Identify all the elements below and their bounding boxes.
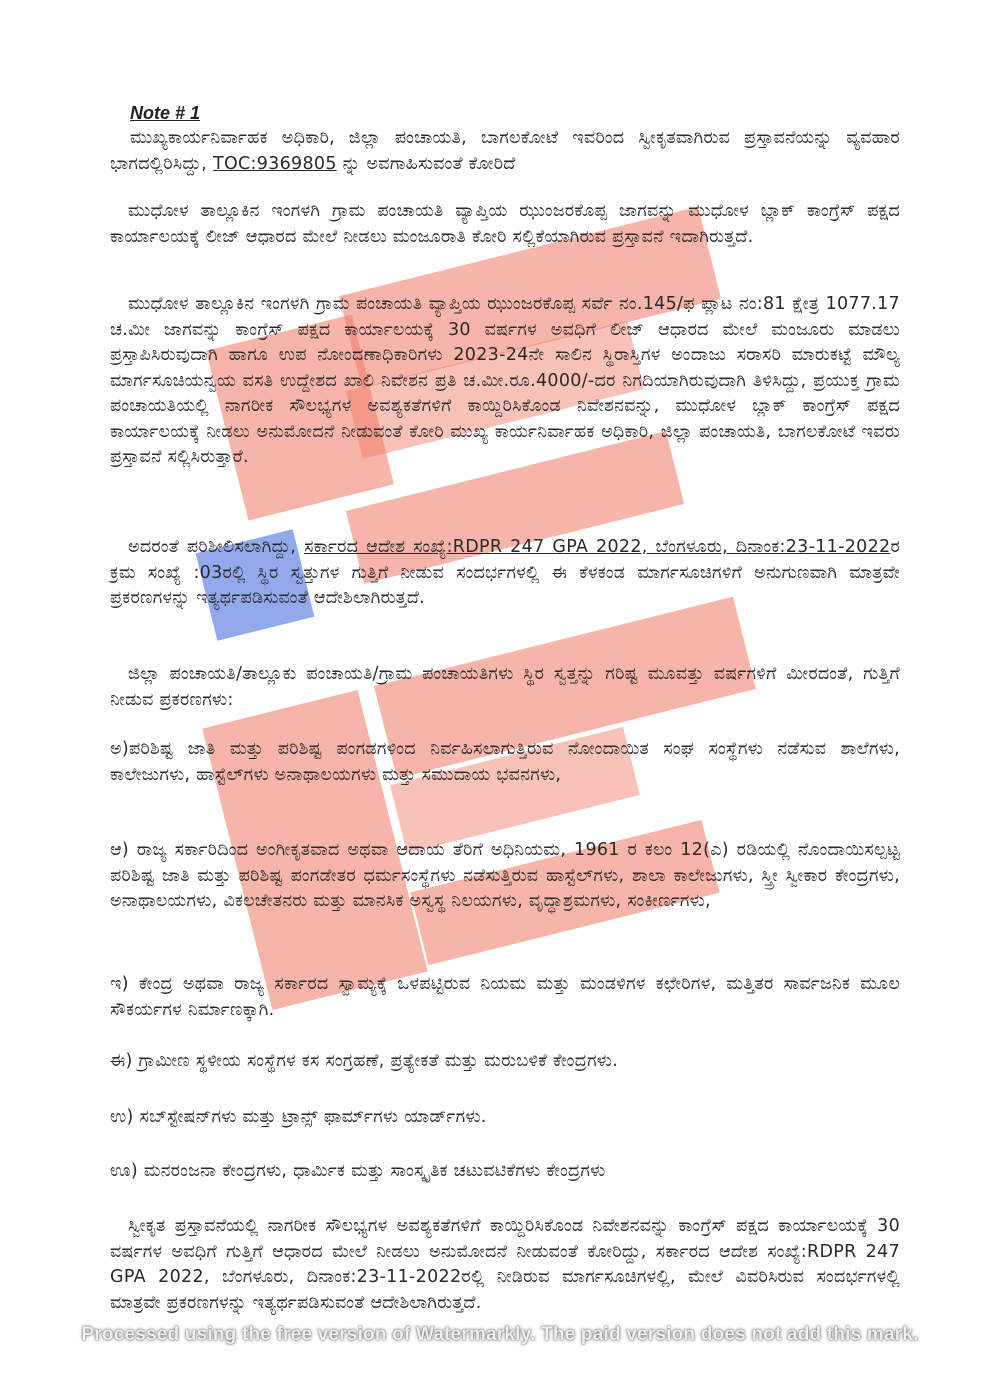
order-rest: ರ ಕ್ರಮ ಸಂಖ್ಯೆ :03ರಲ್ಲಿ ಸ್ಥಿರ ಸ್ವತ್ತುಗಳ ಗುತ್ತಿಗೆ ನೀಡುವ ಸಂದರ್ಭಗಳಲ್ಲಿ ಈ ಕೆಳಕಂಡ ಮಾರ್ಗಸೂಚಿಗಳಿಗೆ ಅನುಗುಣವಾಗಿ ಮಾತ್ರವೇ ಪ್ರಕರಣಗಳನ್ನು ಇತ್ಯರ್ಥಪಡಿಸುವಂತೆ ಆದೇಶಿಲಾಗಿರುತ್ತದೆ.	[110, 537, 900, 608]
paragraph-summary	[110, 199, 900, 250]
list-item-aa	[110, 838, 900, 915]
list-item-uu	[110, 1159, 900, 1185]
list-item-ii-text: ಈ) ಗ್ರಾಮೀಣ ಸ್ಥಳೀಯ ಸಂಸ್ಥೆಗಳ ಕಸ ಸಂಗ್ರಹಣೆ, ಪ್ರತ್ಯೇಕತೆ ಮತ್ತು ಮರುಬಳಿಕೆ ಕೇಂದ್ರಗಳು.	[110, 1051, 619, 1071]
list-item-ii	[110, 1049, 900, 1075]
lease-cases-text: ಜಿಲ್ಲಾ ಪಂಚಾಯತಿ/ತಾಲ್ಲೂಕು ಪಂಚಾಯತಿ/ಗ್ರಾಮ ಪಂಚಾಯತಿಗಳು ಸ್ಥಿರ ಸ್ವತ್ತನ್ನು ಗರಿಷ್ಟ ಮೂವತ್ತು ವರ್ಷಗಳಿಗೆ ಮೀರದಂತೆ, ಗುತ್ತಿಗೆ ನೀಡುವ ಪ್ರಕರಣಗಳು:	[110, 664, 900, 710]
toc-number: TOC:9369805	[212, 153, 337, 174]
list-item-i	[110, 972, 900, 1023]
order-intro: ಅದರಂತೆ ಪರಿಶೀಲಿಸಲಾಗಿದ್ದು,	[128, 537, 305, 557]
list-item-a	[110, 737, 900, 788]
paragraph-intro	[110, 126, 900, 177]
conclusion-text: ಸ್ವೀಕೃತ ಪ್ರಸ್ತಾವನೆಯಲ್ಲಿ ನಾಗರೀಕ ಸೌಲಭ್ಯಗಳ ಅವಶ್ಯಕತೆಗಳಿಗೆ ಕಾಯ್ದಿರಿಸಿಕೊಂಡ ನಿವೇಶನವನ್ನು ಕಾಂಗ್ರೆಸ್ ಪಕ್ಷದ ಕಾರ್ಯಾಲಯಕ್ಕೆ 30 ವರ್ಷಗಳ ಅವಧಿಗೆ ಗುತ್ತಿಗೆ ಆಧಾರದ ಮೇಲೆ ನೀಡಲು ಅನುಮೋದನೆ ನೀಡುವಂತೆ ಕೋರಿದ್ದು, ಸರ್ಕಾರದ ಆದೇಶ ಸಂಖ್ಯೆ:RDPR 247 GPA 2022, ಬೆಂಗಳೂರು, ದಿನಾಂಕ:23-11-2022ರಲ್ಲಿ ನೀಡಿರುವ ಮಾರ್ಗಸೂಚಿಗಳಲ್ಲಿ, ಮೇಲೆ ವಿವರಿಸಿರುವ ಸಂದರ್ಭಗಳಲ್ಲಿ ಮಾತ್ರವೇ ಪ್ರಕರಣಗಳನ್ನು ಇತ್ಯರ್ಥಪಡಿಸುವಂತೆ ಆದೇಶಿಲಾಗಿರುತ್ತದೆ.	[110, 1216, 900, 1313]
summary-text: ಮುಧೋಳ ತಾಲ್ಲೂಕಿನ ಇಂಗಳಗಿ ಗ್ರಾಮ ಪಂಚಾಯತಿ ವ್ಯಾಪ್ತಿಯ ಝುಂಜರಕೊಪ್ಪ ಜಾಗವನ್ನು ಮುಧೋಳ ಬ್ಲಾಕ್ ಕಾಂಗ್ರೆಸ್ ಪಕ್ಷದ ಕಾರ್ಯಾಲಯಕ್ಕೆ ಲೀಜ್ ಆಧಾರದ ಮೇಲೆ ನೀಡಲು ಮಂಜೂರಾತಿ ಕೋರಿ ಸಲ್ಲಿಕೆಯಾಗಿರುವ ಪ್ರಸ್ತಾವನೆ ಇದಾಗಿರುತ್ತದೆ.	[110, 201, 900, 247]
list-item-u	[110, 1105, 900, 1131]
watermark-footer-text: Processed using the free version of Watermarkly. The paid version does not add this mark.	[81, 1324, 919, 1345]
list-item-aa-text: ಆ) ರಾಜ್ಯ ಸರ್ಕಾರಿದಿಂದ ಅಂಗೀಕೃತವಾದ ಅಥವಾ ಆದಾಯ ತೆರಿಗೆ ಅಧಿನಿಯಮ, 1961 ರ ಕಲಂ 12(ಎ) ರಡಿಯಲ್ಲಿ ನೊಂದಾಯಿಸಲ್ಪಟ್ಟ ಪರಿಶಿಷ್ಟ ಜಾತಿ ಮತ್ತು ಪರಿಶಿಷ್ಟ ಪಂಗಡೇತರ ಧರ್ಮಸಂಸ್ಥೆಗಳು ನಡೆಸುತ್ತಿರುವ ಹಾಸ್ಟೆಲ್‌ಗಳು, ಶಾಲಾ ಕಾಲೇಜುಗಳು, ಸ್ತ್ರೀ ಸ್ವೀಕಾರ ಕೇಂದ್ರಗಳು, ಅನಾಥಾಲಯಗಳು, ವಿಕಲಚೇತನರು ಮತ್ತು ಮಾನಸಿಕ ಅಸ್ವಸ್ಥ ನಿಲಯಗಳು, ವೃದ್ಧಾಶ್ರಮಗಳು, ಸಂಕೀರ್ಣಗಳು,	[110, 840, 900, 911]
intro-line-1: ಮುಖ್ಯಕಾರ್ಯನಿರ್ವಾಹಕ ಅಧಿಕಾರಿ, ಜಿಲ್ಲಾ ಪಂಚಾಯತಿ, ಬಾಗಲಕೋಟೆ ಇವರಿಂದ ಸ್ವೀಕೃತವಾಗಿರುವ	[130, 128, 731, 148]
note-title: Note # 1	[130, 103, 201, 123]
paragraph-details	[110, 292, 900, 471]
list-item-i-text: ಇ) ಕೇಂದ್ರ ಅಥವಾ ರಾಜ್ಯ ಸರ್ಕಾರದ ಸ್ವಾಮ್ಯಕ್ಕೆ ಒಳಪಟ್ಟಿರುವ ನಿಯಮ ಮತ್ತು ಮಂಡಳಿಗಳ ಕಛೇರಿಗಳ, ಮತ್ತಿತರ ಸಾರ್ವಜನಿಕ ಮೂಲ ಸೌಕರ್ಯಗಳ ನಿರ್ಮಾಣಕ್ಕಾಗಿ.	[110, 974, 900, 1020]
intro-line-2a: ಪ್ರಸ್ತಾವನೆಯನ್ನು ವ್ಯವಹಾರ ಭಾಗದಲ್ಲಿರಿಸಿದ್ದು,	[110, 128, 900, 174]
paragraph-lease-cases	[110, 662, 900, 713]
government-order: ಸರ್ಕಾರದ ಆದೇಶ ಸಂಖ್ಯೆ:RDPR 247 GPA 2022, ಬೆಂಗಳೂರು, ದಿನಾಂಕ:23-11-2022	[304, 537, 891, 557]
list-item-u-text: ಉ) ಸಬ್‌ಸ್ಟೇಷನ್‌ಗಳು ಮತ್ತು ಟ್ರಾನ್ಸ್ ಫಾರ್ಮ್‌ಗಳು ಯಾರ್ಡ್‌ಗಳು.	[110, 1107, 487, 1127]
intro-line-2b: ನ್ನು ಅವಗಾಹಿಸುವಂತೆ ಕೋರಿದೆ	[336, 153, 516, 174]
paragraph-conclusion	[110, 1214, 900, 1316]
list-item-uu-text: ಊ) ಮನರಂಜನಾ ಕೇಂದ್ರಗಳು, ಧಾರ್ಮಿಕ ಮತ್ತು ಸಾಂಸ್ಕೃತಿಕ ಚಟುವಟಿಕೆಗಳು ಕೇಂದ್ರಗಳು	[110, 1161, 606, 1181]
paragraph-order-reference	[110, 535, 900, 612]
details-text: ಮುಧೋಳ ತಾಲ್ಲೂಕಿನ ಇಂಗಳಗಿ ಗ್ರಾಮ ಪಂಚಾಯತಿ ವ್ಯಾಪ್ತಿಯ ಝುಂಜರಕೊಪ್ಪ ಸರ್ವೆ ನಂ.145/ಫ ಪ್ಲಾಟ ನಂ:81 ಕ್ಷೇತ್ರ 1077.17 ಚ.ಮೀ ಜಾಗವನ್ನು ಕಾಂಗ್ರೆಸ್ ಪಕ್ಷದ ಕಾರ್ಯಾಲಯಕ್ಕೆ 30 ವರ್ಷಗಳ ಅವಧಿಗೆ ಲೀಜ್ ಆಧಾರದ ಮೇಲೆ ಮಂಜೂರು ಮಾಡಲು ಪ್ರಸ್ತಾಪಿಸಿರುವುದಾಗಿ ಹಾಗೂ ಉಪ ನೋಂದಣಾಧಿಕಾರಿಗಳು 2023-24ನೇ ಸಾಲಿನ ಸ್ಥಿರಾಸ್ತಿಗಳ ಅಂದಾಜು ಸರಾಸರಿ ಮಾರುಕಟ್ಟೆ ಮೌಲ್ಯ ಮಾರ್ಗಸೂಚಿಯನ್ವಯ ವಸತಿ ಉದ್ದೇಶದ ಖಾಲಿ ನಿವೇಶನ ಪ್ರತಿ ಚ.ಮೀ.ರೂ.4000/-ದರ ನಿಗದಿಯಾಗಿರುವುದಾಗಿ ತಿಳಿಸಿದ್ದು, ಪ್ರಯುಕ್ತ ಗ್ರಾಮ ಪಂಚಾಯತಿಯಲ್ಲಿ ನಾಗರೀಕ ಸೌಲಭ್ಯಗಳ ಅವಶ್ಯಕತೆಗಳಿಗೆ ಕಾಯ್ದಿರಿಸಿಕೊಂಡ ನಿವೇಶನವನ್ನು, ಮುಧೋಳ ಬ್ಲಾಕ್ ಕಾಂಗ್ರೆಸ್ ಪಕ್ಷದ ಕಾರ್ಯಾಲಯಕ್ಕೆ ನೀಡಲು ಅನುಮೋದನೆ ನೀಡುವಂತೆ ಕೋರಿ ಮುಖ್ಯ ಕಾರ್ಯನಿರ್ವಾಹಕ ಅಧಿಕಾರಿ, ಜಿಲ್ಲಾ ಪಂಚಾಯತಿ, ಬಾಗಲಕೋಟೆ ಇವರು ಪ್ರಸ್ತಾವನೆ ಸಲ್ಲಿಸಿರುತ್ತಾರೆ.	[110, 294, 900, 467]
list-item-a-text: ಅ)ಪರಿಶಿಷ್ಟ ಜಾತಿ ಮತ್ತು ಪರಿಶಿಷ್ಟ ಪಂಗಡಗಳಿಂದ ನಿರ್ವಹಿಸಲಾಗುತ್ತಿರುವ ನೋಂದಾಯಿತ ಸಂಘ ಸಂಸ್ಥೆಗಳು ನಡೆಸುವ ಶಾಲೆಗಳು, ಕಾಲೇಜುಗಳು, ಹಾಸ್ಟೆಲ್‌ಗಳು ಅನಾಥಾಲಯಗಳು ಮತ್ತು ಸಮುದಾಯ ಭವನಗಳು,	[110, 739, 900, 785]
